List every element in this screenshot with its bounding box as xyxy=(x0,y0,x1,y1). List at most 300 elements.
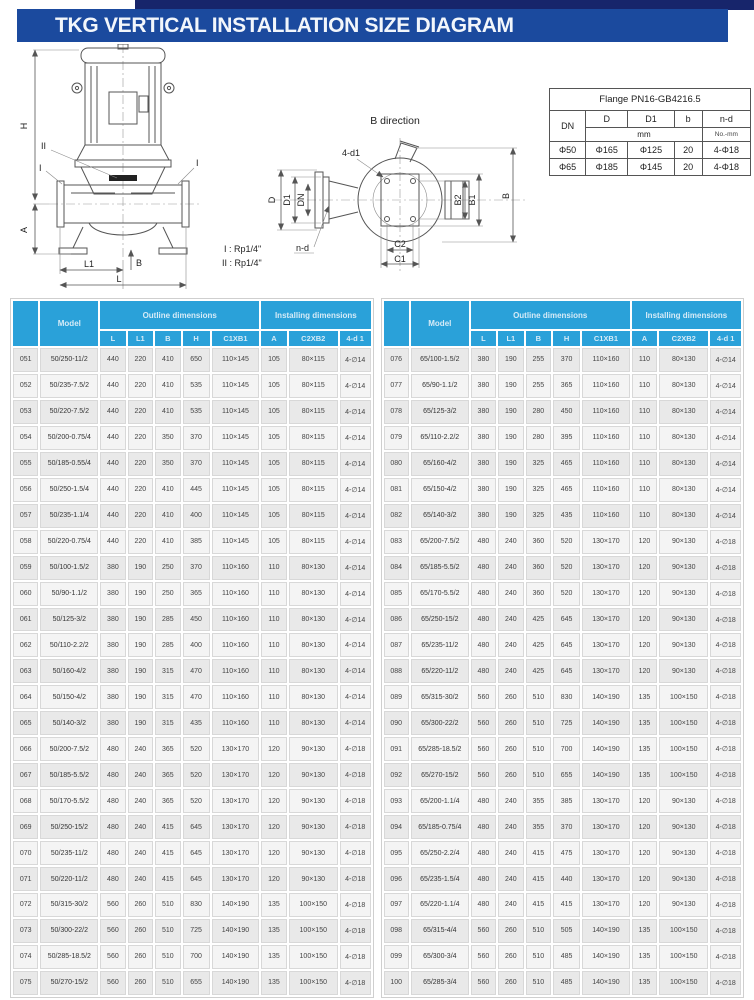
c2xb2-cell: 90×130 xyxy=(289,841,338,865)
l-cell: 480 xyxy=(100,763,125,787)
c1xb1-cell: 130×170 xyxy=(582,789,630,813)
4d1-cell: 4-∅14 xyxy=(340,711,371,735)
row-number: 083 xyxy=(384,530,409,554)
b-cell: 415 xyxy=(526,867,551,891)
dim-label-d1: D1 xyxy=(282,194,292,206)
4d1-cell: 4-∅18 xyxy=(710,530,741,554)
col-h: H xyxy=(553,331,580,346)
4d1-cell: 4-∅14 xyxy=(340,633,371,657)
c2xb2-cell: 80×115 xyxy=(289,452,338,476)
l-cell: 380 xyxy=(471,426,496,450)
model-cell: 65/300-3/4 xyxy=(411,945,469,969)
4d1-cell: 4-∅14 xyxy=(340,530,371,554)
c2xb2-cell: 80×115 xyxy=(289,478,338,502)
table-row xyxy=(384,452,742,476)
c1xb1-cell: 140×190 xyxy=(212,919,260,943)
4d1-cell: 4-∅14 xyxy=(340,608,371,632)
model-cell: 65/170-5.5/2 xyxy=(411,582,469,606)
b-cell: 280 xyxy=(526,400,551,424)
model-cell: 50/250-1.5/4 xyxy=(40,478,98,502)
col-l1: L1 xyxy=(498,331,523,346)
model-cell: 65/270-15/2 xyxy=(411,763,469,787)
l-cell: 560 xyxy=(471,919,496,943)
dimension-table-right xyxy=(381,298,745,998)
c1xb1-cell: 110×145 xyxy=(212,530,260,554)
c2xb2-cell: 90×130 xyxy=(289,867,338,891)
row-number: 063 xyxy=(13,659,38,683)
row-number: 062 xyxy=(13,633,38,657)
l1-cell: 260 xyxy=(498,919,523,943)
row-number: 095 xyxy=(384,841,409,865)
model-cell: 65/160-4/2 xyxy=(411,452,469,476)
a-cell: 135 xyxy=(632,945,657,969)
a-cell: 135 xyxy=(261,919,286,943)
table-row xyxy=(13,737,371,761)
dim-label-a: A xyxy=(19,226,29,234)
l-cell: 560 xyxy=(100,893,125,917)
installation-diagram xyxy=(5,44,550,296)
row-number: 084 xyxy=(384,556,409,580)
l1-cell: 240 xyxy=(498,841,523,865)
row-number-header xyxy=(13,301,38,346)
model-cell: 65/140-3/2 xyxy=(411,504,469,528)
c2xb2-cell: 100×150 xyxy=(659,711,708,735)
4d1-cell: 4-∅18 xyxy=(340,737,371,761)
4d1-cell: 4-∅14 xyxy=(710,452,741,476)
4d1-cell: 4-∅18 xyxy=(340,919,371,943)
a-cell: 110 xyxy=(261,659,286,683)
table-row xyxy=(13,452,371,476)
callout-ii: II xyxy=(41,141,47,151)
l-cell: 480 xyxy=(100,867,125,891)
model-cell: 50/160-4/2 xyxy=(40,659,98,683)
l1-cell: 240 xyxy=(128,737,153,761)
a-cell: 135 xyxy=(632,685,657,709)
l-cell: 560 xyxy=(471,971,496,995)
l1-cell: 220 xyxy=(128,348,153,372)
table-row xyxy=(384,971,742,995)
l-cell: 380 xyxy=(100,633,125,657)
a-cell: 135 xyxy=(632,737,657,761)
l1-cell: 260 xyxy=(498,945,523,969)
l-cell: 480 xyxy=(471,659,496,683)
c1xb1-cell: 140×190 xyxy=(212,971,260,995)
b-cell: 250 xyxy=(155,582,180,606)
table-row xyxy=(384,867,742,891)
a-cell: 110 xyxy=(632,374,657,398)
table-row xyxy=(13,556,371,580)
b-cell: 285 xyxy=(155,608,180,632)
l1-cell: 220 xyxy=(128,400,153,424)
a-cell: 120 xyxy=(261,789,286,813)
h-cell: 370 xyxy=(183,452,210,476)
row-number: 051 xyxy=(13,348,38,372)
model-cell: 50/100-1.5/2 xyxy=(40,556,98,580)
h-cell: 520 xyxy=(183,737,210,761)
a-cell: 110 xyxy=(261,711,286,735)
table-row xyxy=(13,945,371,969)
c2xb2-cell: 80×115 xyxy=(289,374,338,398)
c1xb1-cell: 140×190 xyxy=(212,893,260,917)
l-cell: 480 xyxy=(471,608,496,632)
c1xb1-cell: 110×160 xyxy=(212,608,260,632)
4d1-cell: 4-∅18 xyxy=(710,945,741,969)
4d1-cell: 4-∅18 xyxy=(710,633,741,657)
4d1-cell: 4-∅18 xyxy=(340,945,371,969)
b-cell: 425 xyxy=(526,659,551,683)
a-cell: 110 xyxy=(632,348,657,372)
model-cell: 50/200-0.75/4 xyxy=(40,426,98,450)
h-cell: 645 xyxy=(553,659,580,683)
h-cell: 485 xyxy=(553,945,580,969)
4d1-cell: 4-∅18 xyxy=(340,841,371,865)
4d1-cell: 4-∅18 xyxy=(710,893,741,917)
c2xb2-cell: 90×130 xyxy=(659,815,708,839)
table-row xyxy=(13,685,371,709)
b-cell: 415 xyxy=(526,841,551,865)
l1-cell: 260 xyxy=(498,711,523,735)
table-row xyxy=(13,608,371,632)
model-cell: 65/200-1.1/4 xyxy=(411,789,469,813)
a-cell: 110 xyxy=(632,478,657,502)
l-cell: 440 xyxy=(100,478,125,502)
l-cell: 380 xyxy=(100,685,125,709)
b-cell: 510 xyxy=(155,919,180,943)
b-cell: 350 xyxy=(155,452,180,476)
row-number: 057 xyxy=(13,504,38,528)
dim-label-b-front: B xyxy=(136,258,143,268)
c2xb2-cell: 90×130 xyxy=(659,867,708,891)
model-cell: 65/185-5.5/2 xyxy=(411,556,469,580)
table-row xyxy=(384,556,742,580)
b-cell: 325 xyxy=(526,504,551,528)
l1-cell: 190 xyxy=(128,582,153,606)
c2xb2-cell: 100×150 xyxy=(659,971,708,995)
c1xb1-cell: 110×145 xyxy=(212,348,260,372)
callout-4d1: 4-d1 xyxy=(342,148,361,158)
c1xb1-cell: 140×190 xyxy=(212,945,260,969)
c1xb1-cell: 130×170 xyxy=(212,841,260,865)
b-direction-title: B direction xyxy=(370,115,420,127)
c2xb2-cell: 90×130 xyxy=(659,659,708,683)
b-cell: 315 xyxy=(155,711,180,735)
h-cell: 465 xyxy=(553,452,580,476)
l1-cell: 240 xyxy=(498,556,523,580)
a-cell: 135 xyxy=(261,971,286,995)
h-cell: 400 xyxy=(183,504,210,528)
table-row xyxy=(13,841,371,865)
model-cell: 65/110-2.2/2 xyxy=(411,426,469,450)
b-cell: 510 xyxy=(526,919,551,943)
c2xb2-cell: 80×130 xyxy=(659,504,708,528)
4d1-cell: 4-∅14 xyxy=(710,478,741,502)
h-cell: 385 xyxy=(183,530,210,554)
row-number: 096 xyxy=(384,867,409,891)
b-cell: 325 xyxy=(526,478,551,502)
row-number: 068 xyxy=(13,789,38,813)
l1-cell: 220 xyxy=(128,530,153,554)
row-number: 089 xyxy=(384,685,409,709)
b-cell: 415 xyxy=(155,867,180,891)
4d1-cell: 4-∅14 xyxy=(340,426,371,450)
l1-cell: 240 xyxy=(128,815,153,839)
b-cell: 510 xyxy=(526,685,551,709)
flange-col-nd: n-d xyxy=(702,111,750,128)
table-row xyxy=(384,659,742,683)
b-cell: 325 xyxy=(526,452,551,476)
col-c2xb2: C2XB2 xyxy=(659,331,708,346)
l1-cell: 260 xyxy=(498,763,523,787)
c1xb1-cell: 110×160 xyxy=(212,556,260,580)
l1-cell: 240 xyxy=(498,659,523,683)
col-b: B xyxy=(155,331,180,346)
flange-dn-cell: Φ50 xyxy=(550,142,586,159)
c1xb1-cell: 140×190 xyxy=(582,763,630,787)
model-cell: 65/200-7.5/2 xyxy=(411,530,469,554)
h-cell: 370 xyxy=(183,556,210,580)
outline-dimensions-header: Outline dimensions xyxy=(100,301,259,329)
b-cell: 510 xyxy=(155,945,180,969)
c1xb1-cell: 130×170 xyxy=(582,556,630,580)
table-row xyxy=(13,711,371,735)
h-cell: 520 xyxy=(553,530,580,554)
a-cell: 105 xyxy=(261,504,286,528)
c1xb1-cell: 130×170 xyxy=(582,582,630,606)
model-cell: 50/235-11/2 xyxy=(40,841,98,865)
c1xb1-cell: 110×160 xyxy=(212,633,260,657)
l1-cell: 240 xyxy=(498,530,523,554)
c1xb1-cell: 110×160 xyxy=(582,400,630,424)
dim-label-c2: C2 xyxy=(394,239,406,249)
row-number: 067 xyxy=(13,763,38,787)
b-cell: 410 xyxy=(155,348,180,372)
l-cell: 440 xyxy=(100,426,125,450)
c2xb2-cell: 80×115 xyxy=(289,400,338,424)
l-cell: 560 xyxy=(471,763,496,787)
model-cell: 65/150-4/2 xyxy=(411,478,469,502)
h-cell: 445 xyxy=(183,478,210,502)
a-cell: 135 xyxy=(261,893,286,917)
h-cell: 645 xyxy=(183,815,210,839)
h-cell: 650 xyxy=(183,348,210,372)
l-cell: 380 xyxy=(100,556,125,580)
table-row xyxy=(13,867,371,891)
flange-d1-cell: Φ145 xyxy=(628,159,674,176)
4d1-cell: 4-∅18 xyxy=(340,867,371,891)
b-cell: 360 xyxy=(526,530,551,554)
flange-nd-cell: 4-Φ18 xyxy=(702,159,750,176)
l-cell: 380 xyxy=(100,659,125,683)
table-row xyxy=(13,426,371,450)
flange-d-cell: Φ165 xyxy=(586,142,628,159)
a-cell: 135 xyxy=(632,763,657,787)
a-cell: 120 xyxy=(261,815,286,839)
c2xb2-cell: 80×130 xyxy=(659,478,708,502)
dim-label-l1: L1 xyxy=(83,259,95,269)
l1-cell: 220 xyxy=(128,426,153,450)
table-row xyxy=(13,659,371,683)
model-cell: 65/220-1.1/4 xyxy=(411,893,469,917)
b-cell: 410 xyxy=(155,504,180,528)
model-cell: 65/90-1.1/2 xyxy=(411,374,469,398)
h-cell: 450 xyxy=(183,608,210,632)
c1xb1-cell: 110×160 xyxy=(582,348,630,372)
4d1-cell: 4-∅14 xyxy=(340,452,371,476)
l1-cell: 240 xyxy=(498,789,523,813)
c1xb1-cell: 130×170 xyxy=(582,530,630,554)
row-number: 075 xyxy=(13,971,38,995)
c2xb2-cell: 100×150 xyxy=(659,945,708,969)
4d1-cell: 4-∅18 xyxy=(710,711,741,735)
model-cell: 65/300-22/2 xyxy=(411,711,469,735)
h-cell: 505 xyxy=(553,919,580,943)
flange-b-cell: 20 xyxy=(674,142,702,159)
l1-cell: 260 xyxy=(128,893,153,917)
a-cell: 120 xyxy=(261,841,286,865)
c2xb2-cell: 100×150 xyxy=(659,737,708,761)
l-cell: 380 xyxy=(471,400,496,424)
row-number: 060 xyxy=(13,582,38,606)
table-row xyxy=(384,426,742,450)
l1-cell: 260 xyxy=(128,945,153,969)
b-cell: 510 xyxy=(526,945,551,969)
table-row xyxy=(384,737,742,761)
c2xb2-cell: 90×130 xyxy=(289,737,338,761)
4d1-cell: 4-∅18 xyxy=(710,919,741,943)
col-b: B xyxy=(526,331,551,346)
l1-cell: 240 xyxy=(498,608,523,632)
a-cell: 120 xyxy=(632,867,657,891)
a-cell: 105 xyxy=(261,530,286,554)
c1xb1-cell: 130×170 xyxy=(582,608,630,632)
table-row xyxy=(13,789,371,813)
c2xb2-cell: 90×130 xyxy=(659,530,708,554)
l-cell: 560 xyxy=(471,737,496,761)
row-number: 093 xyxy=(384,789,409,813)
c1xb1-cell: 140×190 xyxy=(582,711,630,735)
c1xb1-cell: 130×170 xyxy=(212,815,260,839)
b-cell: 365 xyxy=(155,737,180,761)
4d1-cell: 4-∅18 xyxy=(710,659,741,683)
c1xb1-cell: 130×170 xyxy=(212,763,260,787)
a-cell: 135 xyxy=(632,971,657,995)
b-cell: 360 xyxy=(526,582,551,606)
c1xb1-cell: 140×190 xyxy=(582,945,630,969)
c2xb2-cell: 80×130 xyxy=(289,556,338,580)
b-cell: 510 xyxy=(155,893,180,917)
h-cell: 700 xyxy=(553,737,580,761)
c2xb2-cell: 90×130 xyxy=(659,841,708,865)
pump-front-view-drawing xyxy=(19,44,199,289)
col-l: L xyxy=(100,331,125,346)
h-cell: 725 xyxy=(553,711,580,735)
b-cell: 315 xyxy=(155,659,180,683)
l-cell: 440 xyxy=(100,530,125,554)
b-cell: 350 xyxy=(155,426,180,450)
b-cell: 510 xyxy=(526,971,551,995)
c2xb2-cell: 90×130 xyxy=(659,608,708,632)
col-c2xb2: C2XB2 xyxy=(289,331,338,346)
c2xb2-cell: 80×130 xyxy=(289,685,338,709)
l-cell: 560 xyxy=(100,945,125,969)
h-cell: 470 xyxy=(183,659,210,683)
a-cell: 105 xyxy=(261,374,286,398)
b-cell: 255 xyxy=(526,374,551,398)
h-cell: 725 xyxy=(183,919,210,943)
row-number: 054 xyxy=(13,426,38,450)
row-number: 053 xyxy=(13,400,38,424)
col-l1: L1 xyxy=(128,331,153,346)
b-cell: 360 xyxy=(526,556,551,580)
b-cell: 410 xyxy=(155,530,180,554)
outline-dimensions-header: Outline dimensions xyxy=(471,301,630,329)
4d1-cell: 4-∅18 xyxy=(710,556,741,580)
l1-cell: 190 xyxy=(498,400,523,424)
c1xb1-cell: 110×145 xyxy=(212,504,260,528)
model-cell: 65/250-15/2 xyxy=(411,608,469,632)
4d1-cell: 4-∅18 xyxy=(710,867,741,891)
4d1-cell: 4-∅18 xyxy=(710,608,741,632)
b-cell: 415 xyxy=(155,841,180,865)
4d1-cell: 4-∅14 xyxy=(340,556,371,580)
b-cell: 415 xyxy=(526,893,551,917)
h-cell: 395 xyxy=(553,426,580,450)
row-number: 071 xyxy=(13,867,38,891)
a-cell: 110 xyxy=(261,556,286,580)
c1xb1-cell: 110×145 xyxy=(212,426,260,450)
row-number: 082 xyxy=(384,504,409,528)
table-row xyxy=(384,582,742,606)
h-cell: 415 xyxy=(553,893,580,917)
model-cell: 50/300-22/2 xyxy=(40,919,98,943)
table-row xyxy=(13,348,371,372)
4d1-cell: 4-∅18 xyxy=(340,971,371,995)
flange-d1-cell: Φ125 xyxy=(628,142,674,159)
model-cell: 65/315-4/4 xyxy=(411,919,469,943)
c2xb2-cell: 80×130 xyxy=(289,608,338,632)
l-cell: 440 xyxy=(100,452,125,476)
h-cell: 645 xyxy=(553,608,580,632)
note-rp2: II : Rp1/4" xyxy=(222,258,262,268)
row-number: 066 xyxy=(13,737,38,761)
l-cell: 440 xyxy=(100,348,125,372)
4d1-cell: 4-∅14 xyxy=(340,400,371,424)
model-cell: 50/110-2.2/2 xyxy=(40,633,98,657)
col-4d1: 4-d 1 xyxy=(710,331,741,346)
model-cell: 65/235-11/2 xyxy=(411,633,469,657)
a-cell: 105 xyxy=(261,478,286,502)
h-cell: 370 xyxy=(553,815,580,839)
l-cell: 380 xyxy=(471,374,496,398)
col-4d1: 4-d 1 xyxy=(340,331,371,346)
row-number: 080 xyxy=(384,452,409,476)
row-number: 055 xyxy=(13,452,38,476)
b-cell: 365 xyxy=(155,763,180,787)
l1-cell: 260 xyxy=(498,685,523,709)
a-cell: 110 xyxy=(261,608,286,632)
model-cell: 50/185-0.55/4 xyxy=(40,452,98,476)
c2xb2-cell: 80×130 xyxy=(289,633,338,657)
l1-cell: 240 xyxy=(128,841,153,865)
4d1-cell: 4-∅18 xyxy=(340,763,371,787)
l-cell: 560 xyxy=(471,685,496,709)
4d1-cell: 4-∅14 xyxy=(340,374,371,398)
4d1-cell: 4-∅18 xyxy=(710,971,741,995)
row-number: 086 xyxy=(384,608,409,632)
c1xb1-cell: 110×160 xyxy=(582,426,630,450)
a-cell: 105 xyxy=(261,400,286,424)
a-cell: 120 xyxy=(261,763,286,787)
